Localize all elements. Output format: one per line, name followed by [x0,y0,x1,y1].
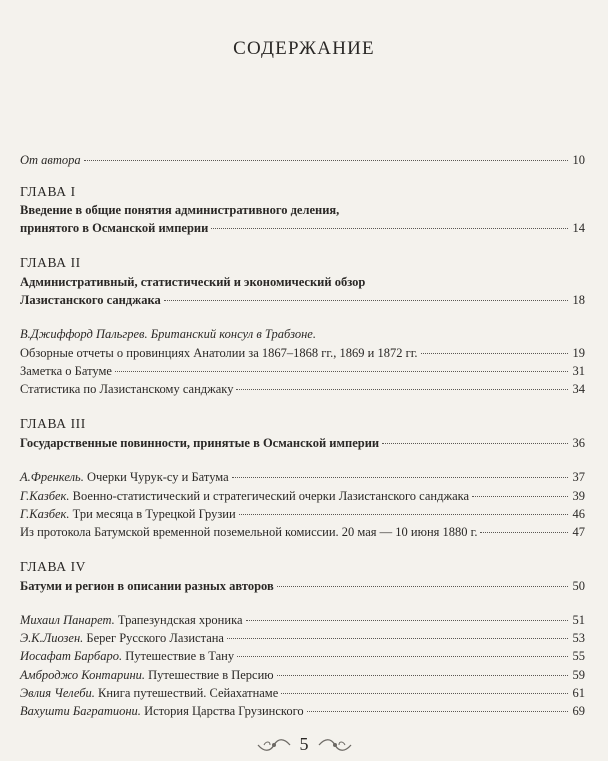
author-name: Амброджо Контарини. [20,668,146,682]
toc-entry-text: История Царства Грузинского [140,704,304,718]
page-folio [0,734,608,755]
chapter-heading-4 [20,559,585,575]
author-name: Иосафат Барбаро. [20,649,123,663]
toc-entry-protocol[interactable] [20,524,585,540]
toc-entry-text: Статистика по Лазистанскому санджаку [20,382,234,396]
dot-leader [164,300,568,301]
toc-page-number: 61 [572,686,585,700]
author-name: Г.Казбек. [20,507,70,521]
dot-leader [232,477,568,478]
toc-page-number: 47 [572,525,585,539]
page-title: СОДЕРЖАНИЕ [233,38,375,59]
dot-leader [382,443,568,444]
toc-entry-text: Обзорные отчеты о провинциях Анатолии за 1867–1868 гг., 1869 и 1872 гг. [20,346,418,360]
toc-page-number: 31 [572,364,585,378]
author-name: Михаил Панарет. [20,613,115,627]
chapter-heading-2 [20,255,585,271]
toc-entry-text: Берег Русского Лазистана [83,631,224,645]
chapter-label: ГЛАВА IV [20,559,87,574]
toc-entry-text: От автора [20,153,81,167]
toc-page-number: 36 [572,436,585,450]
toc-entry-text: Книга путешествий. Сейахатнаме [94,686,279,700]
dot-leader [239,514,568,515]
toc-entry-chapter-2[interactable] [20,292,585,308]
toc-page-number: 14 [572,221,585,235]
dot-leader [84,160,568,161]
toc-entry-celebi[interactable] [20,685,585,701]
toc-entry-text: Военно-статистический и стратегический очерки Лазистанского санджака [69,489,470,503]
toc-entry-author-preface[interactable] [20,152,585,168]
toc-entry-text: Заметка о Батуме [20,364,112,378]
chapter-title-text: Лазистанского санджака [20,293,161,307]
chapter-title-text: принятого в Османской империи [20,221,209,235]
toc-entry-text: Очерки Чурук-су и Батума [83,470,229,484]
dot-leader [211,228,568,229]
dot-leader [472,496,568,497]
toc-page-number: 59 [572,668,585,682]
toc-page-number: 19 [572,346,585,360]
dot-leader [277,675,568,676]
dot-leader [237,656,568,657]
toc-page-number: 34 [572,382,585,396]
toc-page-number: 37 [572,470,585,484]
chapter-title-text: Батуми и регион в описании разных авторов [20,579,274,593]
toc-page-number: 39 [572,489,585,503]
dot-leader [281,693,568,694]
toc-entry-liozen[interactable] [20,630,585,646]
chapter-label: ГЛАВА III [20,416,86,431]
toc-page-number: 10 [572,153,585,167]
chapter-title-text: Административный, статистический и экономический обзор [20,275,366,289]
toc-entry-kazbek-1[interactable] [20,488,585,504]
page-number: 5 [299,734,309,754]
author-name: Г.Казбек. [20,489,70,503]
dot-leader [236,389,568,390]
chapter-heading-1 [20,184,585,200]
toc-entry-barbaro[interactable] [20,648,585,664]
author-name: В.Джиффорд Пальгрев. Британский консул в Трабзоне. [20,327,316,341]
toc-entry-chapter-1[interactable] [20,220,585,236]
toc-entry-kazbek-2[interactable] [20,506,585,522]
toc-page-number: 69 [572,704,585,718]
toc-entry-text: Три месяца в Турецкой Грузии [69,507,236,521]
toc-entry-vakhushti[interactable] [20,703,585,719]
chapter-title-text: Государственные повинности, принятые в Османской империи [20,436,380,450]
toc-page-number: 51 [572,613,585,627]
ornament-right-icon [317,736,353,754]
chapter-label: ГЛАВА I [20,184,76,199]
author-line-palgrave [20,326,585,342]
toc-page-number: 55 [572,649,585,663]
chapter-heading-3 [20,416,585,432]
toc-entry-statistics[interactable] [20,381,585,397]
dot-leader [277,586,568,587]
toc-entry-text: Трапезундская хроника [114,613,243,627]
author-name: Эвлия Челеби. [20,686,95,700]
toc-entry-text: Путешествие в Тану [122,649,235,663]
chapter-title-1-line-1 [20,202,585,218]
ornament-left-icon [256,736,292,754]
toc-entry-text: Из протокола Батумской временной поземельной комиссии. 20 мая — 10 июня 1880 г. [20,525,478,539]
dot-leader [421,353,568,354]
toc-entry-text: Путешествие в Персию [145,668,274,682]
chapter-title-text: Введение в общие понятия административного деления, [20,203,340,217]
toc-entry-reports[interactable] [20,345,585,361]
toc-entry-chapter-4[interactable] [20,578,585,594]
toc-entry-contarini[interactable] [20,667,585,683]
toc-entry-batumi-note[interactable] [20,363,585,379]
dot-leader [246,620,569,621]
toc-page-number: 46 [572,507,585,521]
toc-page-number: 53 [572,631,585,645]
chapter-title-2-line-1 [20,274,585,290]
chapter-label: ГЛАВА II [20,255,81,270]
author-name: Вахушти Багратиони. [20,704,141,718]
dot-leader [227,638,568,639]
toc-entry-frenkel[interactable] [20,469,585,485]
toc-entry-panaret[interactable] [20,612,585,628]
toc-page-number: 50 [572,579,585,593]
toc-entry-chapter-3[interactable] [20,435,585,451]
author-name: А.Френкель. [20,470,84,484]
author-name: Э.К.Лиозен. [20,631,84,645]
dot-leader [115,371,568,372]
toc-page-number: 18 [572,293,585,307]
dot-leader [307,711,568,712]
dot-leader [480,532,568,533]
